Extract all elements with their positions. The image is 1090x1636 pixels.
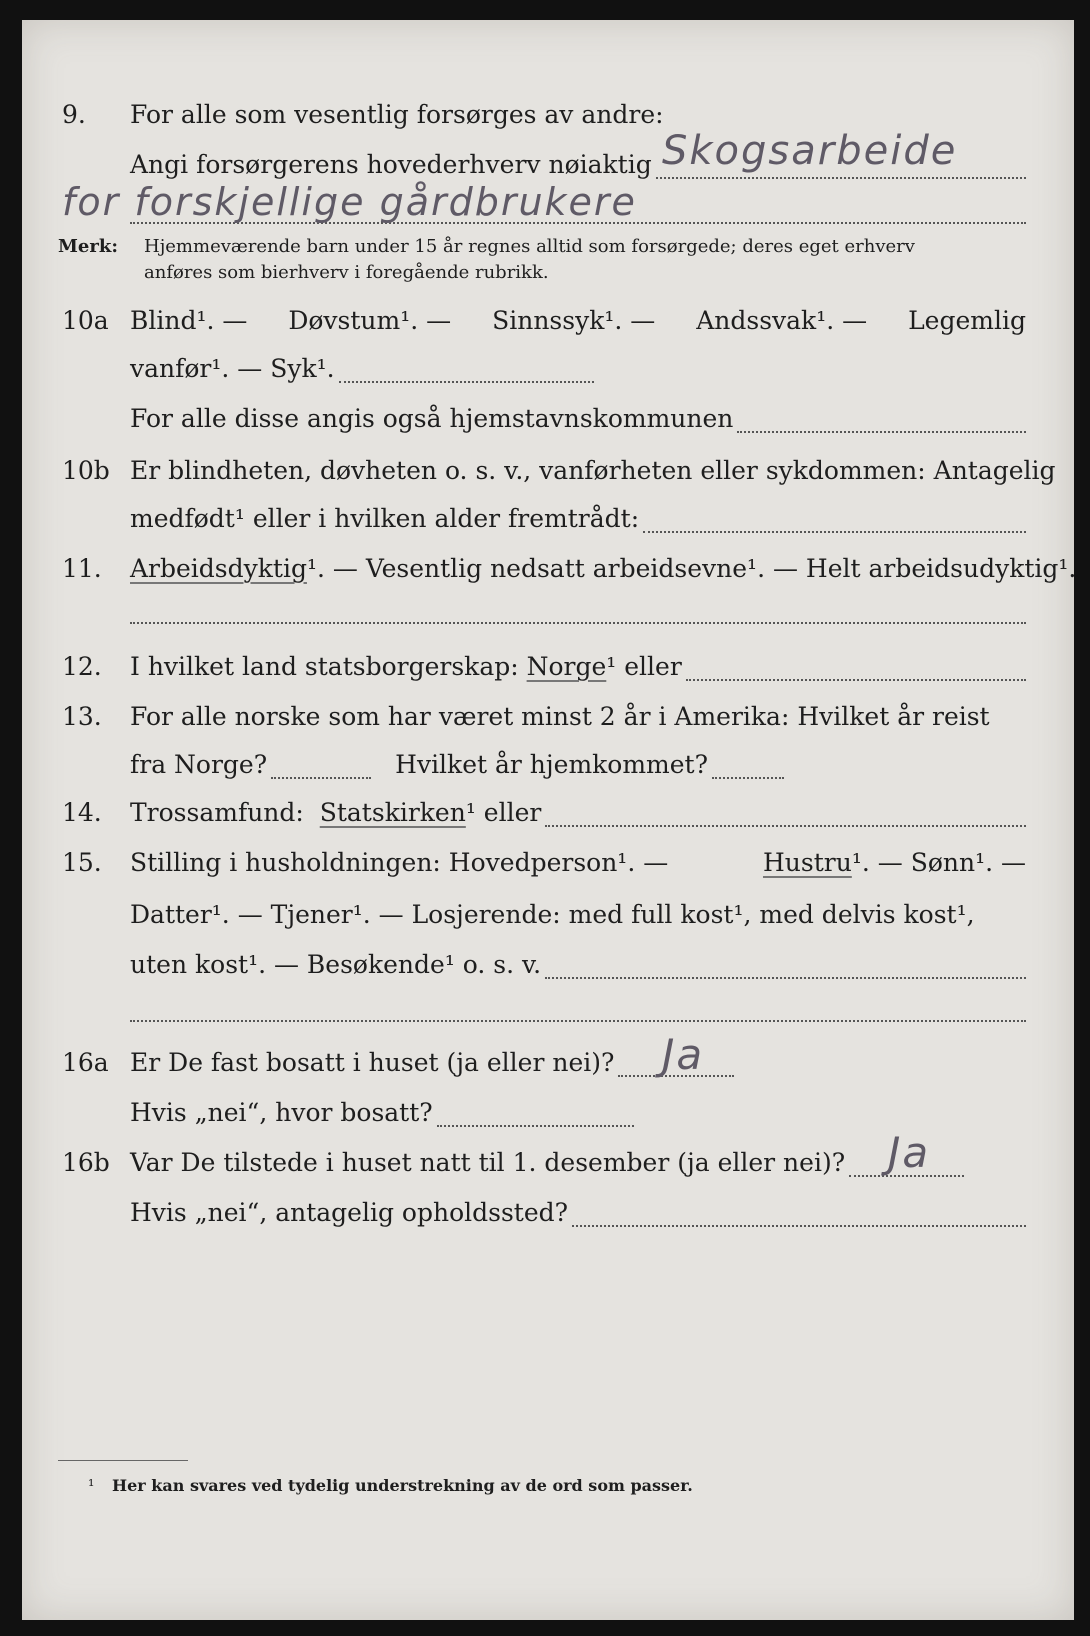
q9-handwritten-answer-1: Skogsarbeide [662, 128, 958, 174]
q14-label: Trossamfund: [130, 798, 304, 827]
q13-year-returned-line[interactable] [712, 755, 784, 779]
q9-occupation-label: Angi forsørgerens hovederhverv nøiaktig [130, 150, 652, 179]
q16a-question: Er De fast bosatt i huset (ja eller nei)? [130, 1048, 615, 1077]
q9-number: 9. [62, 100, 86, 129]
q10b-number: 10b [62, 456, 110, 485]
footnote-mark: ¹ [88, 1476, 95, 1495]
q13-year-left-line[interactable] [271, 755, 371, 779]
q16a-handwritten-answer: Ja [662, 1030, 705, 1079]
q13-row-2 [22, 750, 1074, 790]
q16b-row-2 [22, 1198, 1074, 1238]
q15-line-3: uten kost¹. — Besøkende¹ o. s. v. [130, 950, 542, 979]
q15-number: 15. [62, 848, 102, 877]
q10a-hometown-line[interactable] [737, 409, 1026, 433]
q10a-number: 10a [62, 306, 109, 335]
q16b-number: 16b [62, 1148, 110, 1177]
q16b-where-line[interactable] [572, 1203, 1026, 1227]
q16b-question: Var De tilstede i huset natt til 1. desember (ja eller nei)? [130, 1148, 846, 1177]
q10b-answer-line[interactable] [643, 509, 1026, 533]
q15-row [22, 848, 1074, 888]
q10a-opt-dovstum: Døvstum¹. — [288, 306, 452, 335]
q9-handwritten-answer-2: for forskjellige gårdbrukere [62, 180, 637, 224]
q12-number: 12. [62, 652, 102, 681]
q10a-row-3 [22, 404, 1074, 444]
q15-line-2: Datter¹. — Tjener¹. — Losjerende: med full kost¹, med delvis kost¹, [130, 900, 975, 929]
q11-row [22, 554, 1077, 594]
q10b-row-2 [22, 504, 1074, 544]
q10a-opt-andssvak: Andssvak¹. — [696, 306, 868, 335]
q10a-opt-blind: Blind¹. — [130, 306, 248, 335]
q15-answer-line-2[interactable] [130, 1020, 1026, 1022]
q11-number: 11. [62, 554, 102, 583]
merk-line-2: anføres som bierhverv i foregående rubrikk. [144, 262, 549, 283]
q14-opt-statskirken: Statskirken [319, 798, 466, 827]
q14-row [22, 798, 1074, 838]
q11-rest: ¹. — Vesentlig nedsatt arbeidsevne¹. — Helt arbeidsudyktig¹. [306, 554, 1077, 583]
q13-left-norway-label: fra Norge? [130, 750, 268, 779]
q13-number: 13. [62, 702, 102, 731]
q10b-line-1: Er blindheten, døvheten o. s. v., vanførheten eller sykdommen: Antagelig [130, 456, 1056, 485]
q12-answer-line[interactable] [686, 657, 1026, 681]
q11-opt-arbeidsdyktig: Arbeidsdyktig [130, 554, 307, 583]
q12-post: ¹ eller [606, 652, 682, 681]
q12-row [22, 652, 1074, 692]
q13-row [22, 702, 1074, 742]
q10a-line-3: For alle disse angis også hjemstavnskommunen [130, 404, 734, 433]
q16a-number: 16a [62, 1048, 109, 1077]
q14-post: ¹ eller [465, 798, 542, 827]
q15-row-2 [22, 900, 1074, 940]
q10a-line-2: vanfør¹. — Syk¹. [130, 354, 335, 383]
q9-title: For alle som vesentlig forsørges av andre: [130, 100, 664, 129]
q15-answer-line[interactable] [545, 955, 1026, 979]
q12-opt-norge: Norge [526, 652, 607, 681]
q15-post: ¹. — Sønn¹. — [851, 848, 1026, 877]
q10b-line-2: medfødt¹ eller i hvilken alder fremtrådt: [130, 504, 640, 533]
q10a-row-2 [22, 354, 1074, 394]
footnote-rule [58, 1460, 188, 1461]
q15-row-3 [22, 950, 1074, 990]
q10a-opt-sinnssyk: Sinnssyk¹. — [492, 306, 656, 335]
q15-opt-hustru: Hustru [762, 848, 852, 877]
merk-label: Merk: [58, 236, 118, 257]
q14-answer-line[interactable] [545, 803, 1026, 827]
q16b-handwritten-answer: Ja [888, 1128, 931, 1177]
q10b-row [22, 456, 1074, 496]
q10a-row [22, 306, 1074, 346]
merk-line-1: Hjemmeværende barn under 15 år regnes alltid som forsørgede; deres eget erhverv [144, 236, 915, 257]
q12-label: I hvilket land statsborgerskap: [130, 652, 519, 681]
q13-line-1: For alle norske som har været minst 2 år i Amerika: Hvilket år reist [130, 702, 990, 731]
q10a-answer-line[interactable] [339, 359, 594, 383]
q10a-opt-legemlig: Legemlig [908, 306, 1026, 335]
census-form-page [22, 20, 1077, 1620]
q16a-row [22, 1048, 1074, 1088]
q11-answer-line[interactable] [130, 622, 1026, 624]
q13-returned-label: Hvilket år hjemkommet? [395, 750, 709, 779]
q16b-where-label: Hvis „nei“, antagelig opholdssted? [130, 1198, 569, 1227]
q16a-where-line[interactable] [437, 1103, 634, 1127]
footnote-text: Her kan svares ved tydelig understrekning av de ord som passer. [112, 1476, 693, 1495]
q15-label: Stilling i husholdningen: Hovedperson¹. — [130, 848, 669, 877]
q16a-where-label: Hvis „nei“, hvor bosatt? [130, 1098, 433, 1127]
q14-number: 14. [62, 798, 102, 827]
